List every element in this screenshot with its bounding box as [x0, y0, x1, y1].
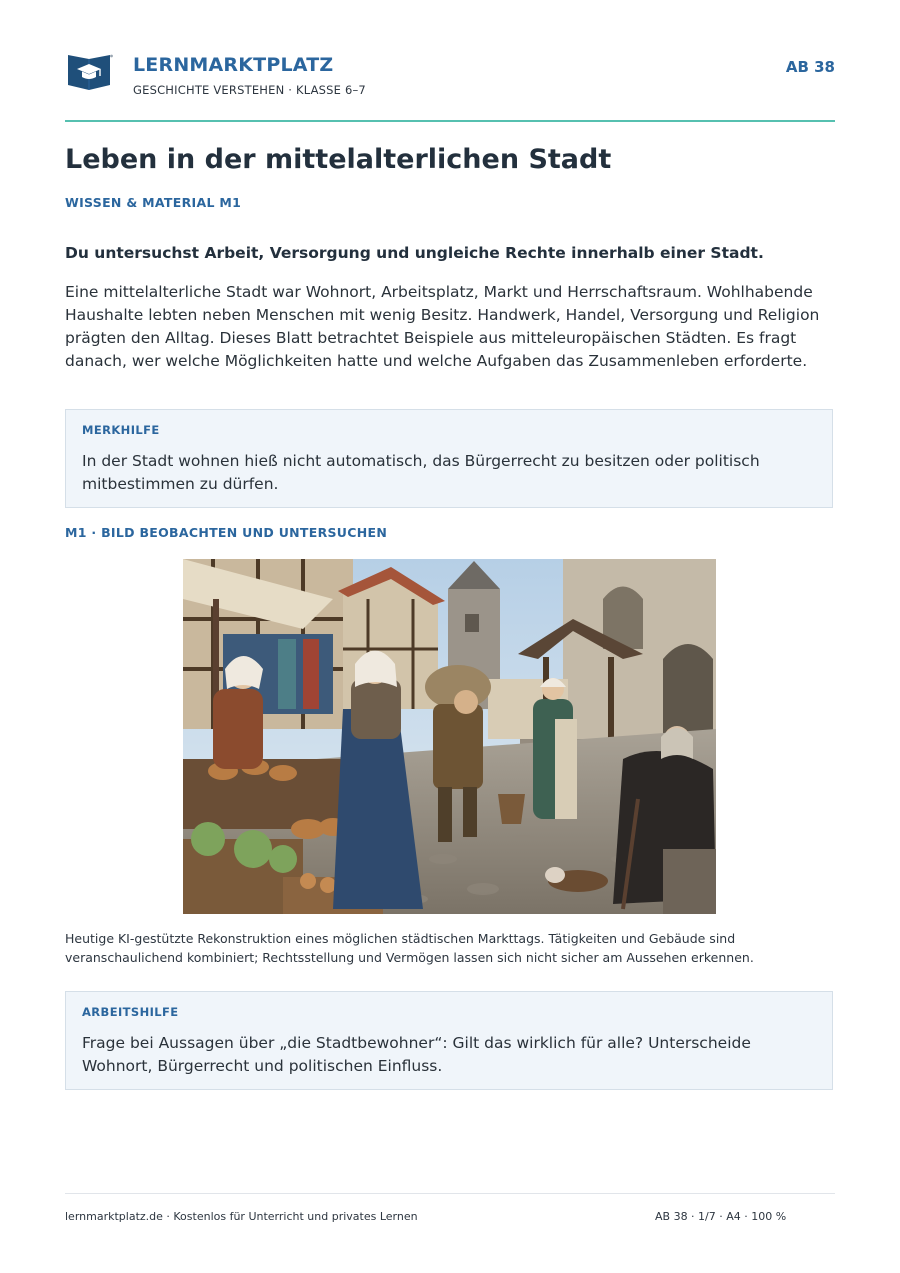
brand-tagline: GESCHICHTE VERSTEHEN · KLASSE 6–7	[133, 83, 366, 97]
merkhilfe-label: MERKHILFE	[82, 423, 160, 437]
m1-label: M1 · BILD BEOBACHTEN UND UNTERSUCHEN	[65, 525, 388, 540]
footer-site-info: lernmarktplatz.de · Kostenlos für Unterricht und privates Lernen	[65, 1210, 418, 1223]
footer-page-info: AB 38 · 1/7 · A4 · 100 %	[655, 1210, 787, 1223]
brand-name: LERNMARKTPLATZ	[133, 54, 334, 76]
graduation-cap-icon	[65, 52, 115, 92]
arbeitshilfe-text: Frage bei Aussagen über „die Stadtbewohner“: Gilt das wirklich für alle? Unterscheide Wohnort, Bürgerrecht und politischen Einfluss.	[82, 1034, 751, 1075]
lead-sentence: Du untersuchst Arbeit, Versorgung und ungleiche Rechte innerhalb einer Stadt.	[65, 244, 764, 262]
merkhilfe-box	[65, 409, 833, 508]
section-label: WISSEN & MATERIAL M1	[65, 195, 242, 210]
page-header	[65, 50, 835, 122]
merkhilfe-text: In der Stadt wohnen hieß nicht automatisch, das Bürgerrecht zu besitzen oder politisch mitbestimmen zu dürfen.	[82, 452, 760, 493]
header-divider	[65, 120, 835, 122]
page-title: Leben in der mittelalterlichen Stadt	[65, 144, 612, 175]
footer-divider	[65, 1193, 835, 1194]
intro-paragraph: Eine mittelalterliche Stadt war Wohnort, Arbeitsplatz, Markt und Herrschaftsraum. Wohlhabende Haushalte lebten neben Menschen mit wenig Besitz. Handwerk, Handel, Versorgung und Religion prägten den Alltag. Dieses Blatt betrachtet Beispiele aus mitteleuropäischen Städten. Es fragt danach, wer welche Möglichkeiten hatte und welche Aufgaben das Zusammenleben erforderte.	[65, 283, 820, 370]
arbeitshilfe-box	[65, 991, 833, 1090]
m1-caption: Heutige KI-gestützte Rekonstruktion eines möglichen städtischen Markttags. Tätigkeiten und Gebäude sind veranschaulichend kombiniert; Rechtsstellung und Vermögen lassen sich nicht sicher am Aussehen erkennen.	[65, 931, 754, 965]
sheet-number: AB 38	[785, 58, 835, 76]
market-scene-image	[183, 559, 716, 914]
arbeitshilfe-label: ARBEITSHILFE	[82, 1005, 179, 1019]
